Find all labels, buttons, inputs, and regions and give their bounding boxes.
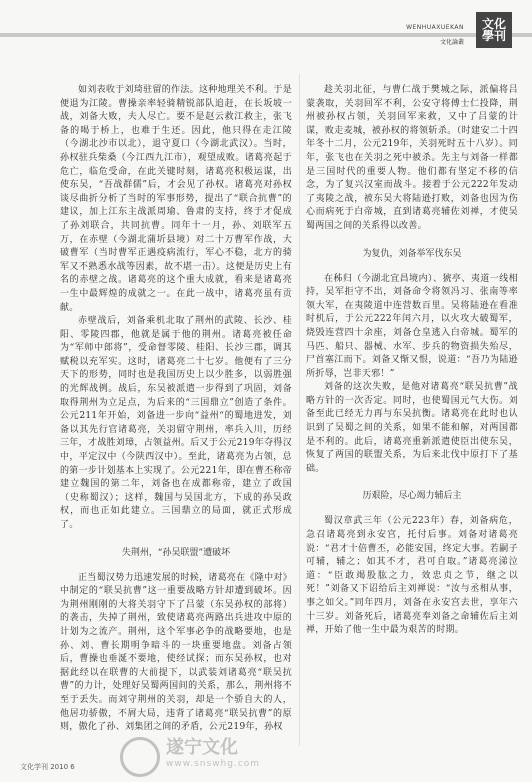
journal-name: WENHUAXUEKAN	[406, 24, 464, 31]
watermark-logo-icon	[120, 737, 160, 777]
logo-line-2: 學刊	[481, 29, 506, 43]
body-paragraph: 正当蜀汉势力迅速发展的时候，诸葛亮在《隆中对》中制定的“联吴抗曹”这一重要战略方针却遭到破坏。因为荆州刚刚的大将关羽守下了吕蒙（东吴孙权的部将）的袭击，失掉了荆州，致使诸葛亮两路出兵进攻中原的计划为之流产。荆州，这个军事必争的战略要地，也是孙、刘、曹长期明争暗斗的一块重要地盘。刘备占领后，曹操也垂涎不要地，使经试探；而东吴孙权，也对据此经以在联曹的大前提下，以武装刘诸葛亮“联吴抗曹”的力计，处理好吴蜀两国间的关系，那么，荆州将不至于丢失。而刘守荆州的关羽，却是一个骄自大的人，他居功骄傲，不屑大局，违背了诸葛亮“联吴抗曹”的原则，傲化了孙、刘集团之间的矛盾，公元219年，孙权	[60, 572, 292, 733]
section-name: 文化論叢	[439, 39, 464, 46]
left-column	[60, 84, 292, 735]
watermark-title: 遂宁文化	[166, 737, 238, 758]
body-paragraph: 蜀汉章武三年（公元223年）春，刘备病危，急召诸葛亮到永安宫，托付后事。刘备对诸葛亮说：“君才十倍曹丕，必能安国，终定大事。若嗣子可辅，辅之；如其不才，君可自取。”诸葛亮涕泣道：“臣敢竭股肱之力，效忠贞之节，继之以死！”刘备又下诏给后主刘禅说：“汝与丞相从事，事之如父。”同年四月，刘备在永安宫去世，享年六十三岁。刘备死后，诸葛亮奉刘备之命辅佐后主刘禅，开始了他一生中最为艰苦的时期。	[306, 516, 518, 636]
logo-line-1: 文化	[481, 17, 506, 31]
page-header	[0, 0, 532, 58]
body-paragraph: 刘备的这次失败，是他对诸葛亮“联吴抗曹”战略方针的一次否定。同时，也使蜀国元气大伤。刘备至此已经无力再与东吴抗衡。诸葛亮在此时也认识到了吴蜀之间的关系，如果不能和解，对两国都是不利的。此后，诸葛亮重新派遣使臣出使东吴，恢复了两国的联盟关系，为后来北伐中原打下了基础。	[306, 382, 518, 474]
journal-meta	[406, 24, 464, 46]
body-paragraph: 趁关羽北征，与曹仁战于樊城之际，派偏将吕蒙袭取，关羽回军不利，公安守将傅士仁投降，荆州被孙权占领，关羽回军来救，又中了吕蒙的计谋，败走麦城，被孙权的将领斩杀。（时建安二十四年冬十二月，公元219年，关羽死时五十八岁）。同年，张飞也在关羽之死中被杀。先主与刘备一样都是三国时代的重要人物。他们都有坚定不移的信念，为了复兴汉室而战斗。接着于公元222年发动了夷陵之战，被东吴大将陆逊打败，刘备也因为伤心而病死于白帝城，直到诸葛亮辅佐刘禅，才使吴蜀两国之间的关系得以改善。	[306, 85, 518, 231]
page-footer: 文化学刊 2010 6	[20, 763, 75, 771]
right-column	[306, 84, 518, 638]
body-paragraph: 在秭归（今湖北宜昌境内）、猇亭、夷道一线相持，吴军拒守不出，刘备命令将领冯习、张南等率领大军，在夷陵道中连营数百里。吴将陆逊在看准时机后，于公元222年闰六月，以火攻大破蜀军，烧毁连营四十余座，刘备仓皇逃入白帝城。蜀军的马匹、船只、器械、水军、步兵的物资损失殆尽，尸首塞江而下。刘备又惭又恨，说道：“吾乃为陆逊所折辱，岂非天邪！”	[306, 273, 518, 379]
section-heading: 历艰险，尽心竭力辅后主	[362, 491, 462, 502]
section-heading: 失荆州，“孙吴联盟”遭破坏	[121, 547, 231, 558]
column-separator	[299, 74, 300, 746]
watermark-url: www.snswhg.com	[166, 759, 261, 769]
journal-logo	[476, 12, 512, 48]
body-paragraph: 赤壁战后，刘备乘机北取了荆州的武陵、长沙、桂阳、零陵四郡，他就是属于他的荆州。诸葛亮被任命为“军师中郎将”，受命督零陵、桂阳、长沙三郡，调其赋税以充军实。这时，诸葛亮二十七岁。他便有了三分天下的形势，同时也是我国历史上以少胜多，以弱胜强的光辉战例。战后，东吴被派遣一步得到了巩固，刘备取得荆州为立足点，为后来的“三国鼎立”创造了条件。公元211年开始，刘备进一步向“益州“的蜀地进发，刘备以其先行官诸葛亮，关羽留守荆州，率兵入川，历经三年，才战胜刘璋，占领益州。后又于公元219年夺得汉中，平定汉中（今陕西汉中）。至此，诸葛亮为占领，总的第一步计划基本上实现了。公元221年，即在曹丕称帝建立魏国的第二年，刘备也在成都称帝，建立了政国（史称蜀汉）；这样，魏国与吴国北方，下成的孙吴政权，而也正如此建立。三国鼎立的局面，就正式形成了。	[60, 316, 292, 530]
section-heading: 为复仇，刘备举军伐东吴	[362, 248, 462, 259]
site-watermark	[120, 733, 340, 779]
body-paragraph: 如刘表收于刘琦驻留的作法。这种地理关不利。于是便退为江陵。曹操亲率轻骑精锐部队追赶，在长坂坡一战，刘备大败，夫人尽亡。要不是赵云救江救主，张飞备的喝于桥上，也难于生还。因此，他只得在走江陵（今湖北沙市以北），退守夏口（今湖北武汉）。当时，孙权驻兵柴桑（今江西九江市），观望成败。诸葛亮起于危亡，临危受命，在此关键时刻，诸葛亮积极运谋，出使东吴，“吾战群儒”后，才会见了孙权。诸葛亮对孙权谈尽曲折分析了当时的军事形势，提出了“联合抗曹”的建议，加上江东主战派周瑜、鲁肃的支持，终于才促成了孙刘联合，共同抗曹。同年十一月，孙、刘联军五万，在赤壁（今湖北蒲圻县境）对二十万曹军作战，大破曹军（当时曹军正遇疫病流行，军心不稳，北方的骑军又不熟悉水战等因素，故不堪一击）。这便是历史上有名的赤壁之战。诸葛亮的这个重大成就，看来是诸葛亮一生中最辉煌的成就之一。在此一战中，诸葛亮虽有贡献。	[60, 85, 292, 313]
